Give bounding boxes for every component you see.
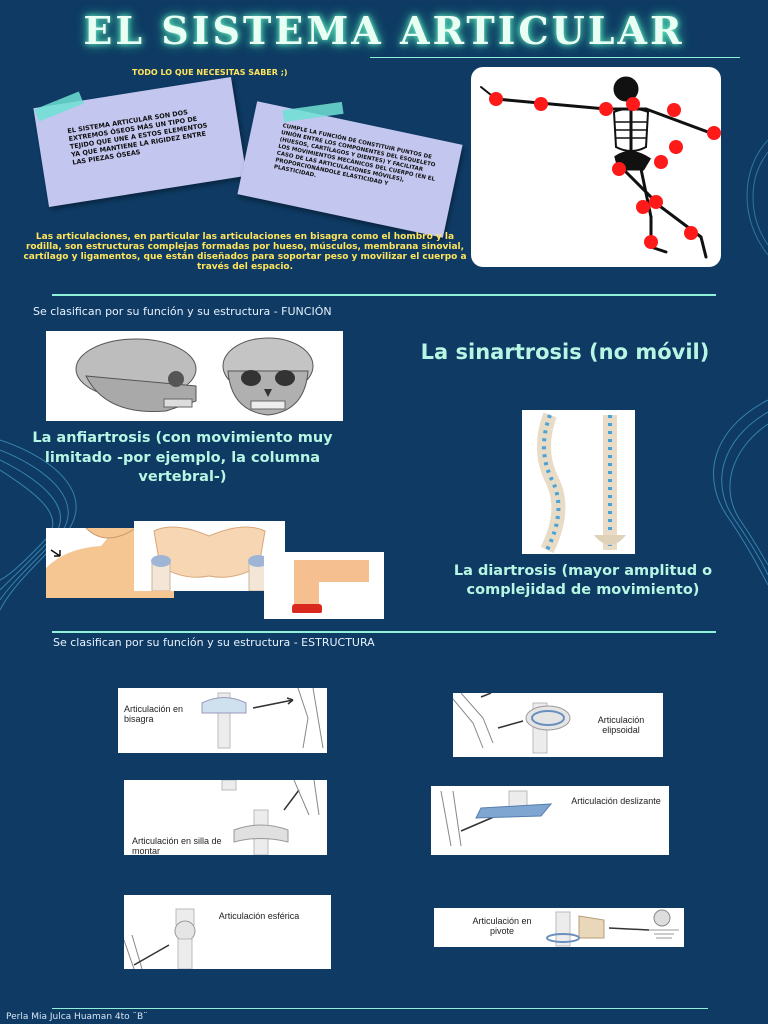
info-note-1-text: EL SISTEMA ARTICULAR SON DOS EXTREMOS ÓSEOS MÁS UN TIPO DE TEJIDO QUE UNE A ESTOS ELEMENTOS YA QUE MANTIENE LA RIGIDEZ ENTRE LAS PIEZAS ÓSEAS <box>66 108 208 167</box>
page-title: EL SISTEMA ARTICULAR <box>83 8 685 53</box>
skeleton-joints-image <box>471 67 721 267</box>
section-heading-estructura: Se clasifican por su función y su estructura - ESTRUCTURA <box>53 636 375 649</box>
sinartrosis-heading: La sinartrosis (no móvil) <box>420 340 710 364</box>
info-note-2-text: CUMPLE LA FUNCIÓN DE CONSTITUIR PUNTOS DE UNIÓN ENTRE LOS COMPONENTES DEL ESQUELETO (HUESOS, CARTÍLAGOS Y DIENTES) Y FACILITAR LOS MOVIMIENTOS MECÁNICOS DEL CUERPO (EN EL CASO DE LAS ARTICULACIONES MÓVILES), PROPORCIONÁNDOLE ELASTICIDAD Y PLASTICIDAD. <box>273 123 436 188</box>
footer-divider <box>52 1008 708 1009</box>
skeleton-illustration <box>471 67 721 267</box>
author-credit: Perla Mia Julca Huaman 4to ¨B¨ <box>6 1012 148 1022</box>
wave-decoration-right <box>690 390 768 590</box>
page-subtitle: TODO LO QUE NECESITAS SABER ;) <box>132 68 288 77</box>
intro-paragraph: Las articulaciones, en particular las articulaciones en bisagra como el hombro y la rodilla, son estructuras complejas formadas por hueso, músculos, membrana sinovial, cartílago y ligamentos, que están diseñados para soportar peso y movilizar el cuerpo a través del espacio. <box>23 232 467 272</box>
joint-label-deslizante: Articulación deslizante <box>571 796 661 806</box>
joint-label-bisagra: Articulación en bisagra <box>124 704 184 724</box>
section-divider <box>52 631 716 633</box>
joint-card-esferica <box>124 895 331 969</box>
joint-card-deslizante <box>431 786 669 855</box>
skull-image <box>46 331 343 421</box>
section-heading-funcion: Se clasifican por su función y su estructura - FUNCIÓN <box>33 305 332 318</box>
joint-card-elipsoidal <box>453 693 663 757</box>
skull-front-view <box>223 338 313 415</box>
joint-card-pivote <box>434 908 684 947</box>
title-underline <box>370 57 740 58</box>
spine-front-view <box>594 415 626 550</box>
knee-image <box>264 552 384 619</box>
joint-label-elipsoidal: Articulación elipsoidal <box>597 715 645 735</box>
joint-label-esferica: Articulación esférica <box>218 911 300 921</box>
joint-card-silla <box>124 780 327 855</box>
arrow-icon <box>51 550 60 556</box>
spine-side-view <box>544 415 558 550</box>
joint-card-bisagra <box>118 688 327 753</box>
info-note-2 <box>237 101 462 238</box>
diartrosis-heading: La diartrosis (mayor amplitud o complejidad de movimiento) <box>453 563 713 598</box>
section-divider <box>52 294 716 296</box>
joint-label-pivote: Articulación en pivote <box>472 916 532 936</box>
pelvis-image <box>134 521 285 591</box>
wave-decoration-top-right <box>720 140 768 260</box>
skull-side-view <box>76 339 196 412</box>
joint-label-silla: Articulación en silla de montar <box>132 836 222 855</box>
anfiartrosis-heading: La anfiartrosis (con movimiento muy limitado -por ejemplo, la columna vertebral-) <box>32 430 333 485</box>
spine-image <box>522 410 635 554</box>
